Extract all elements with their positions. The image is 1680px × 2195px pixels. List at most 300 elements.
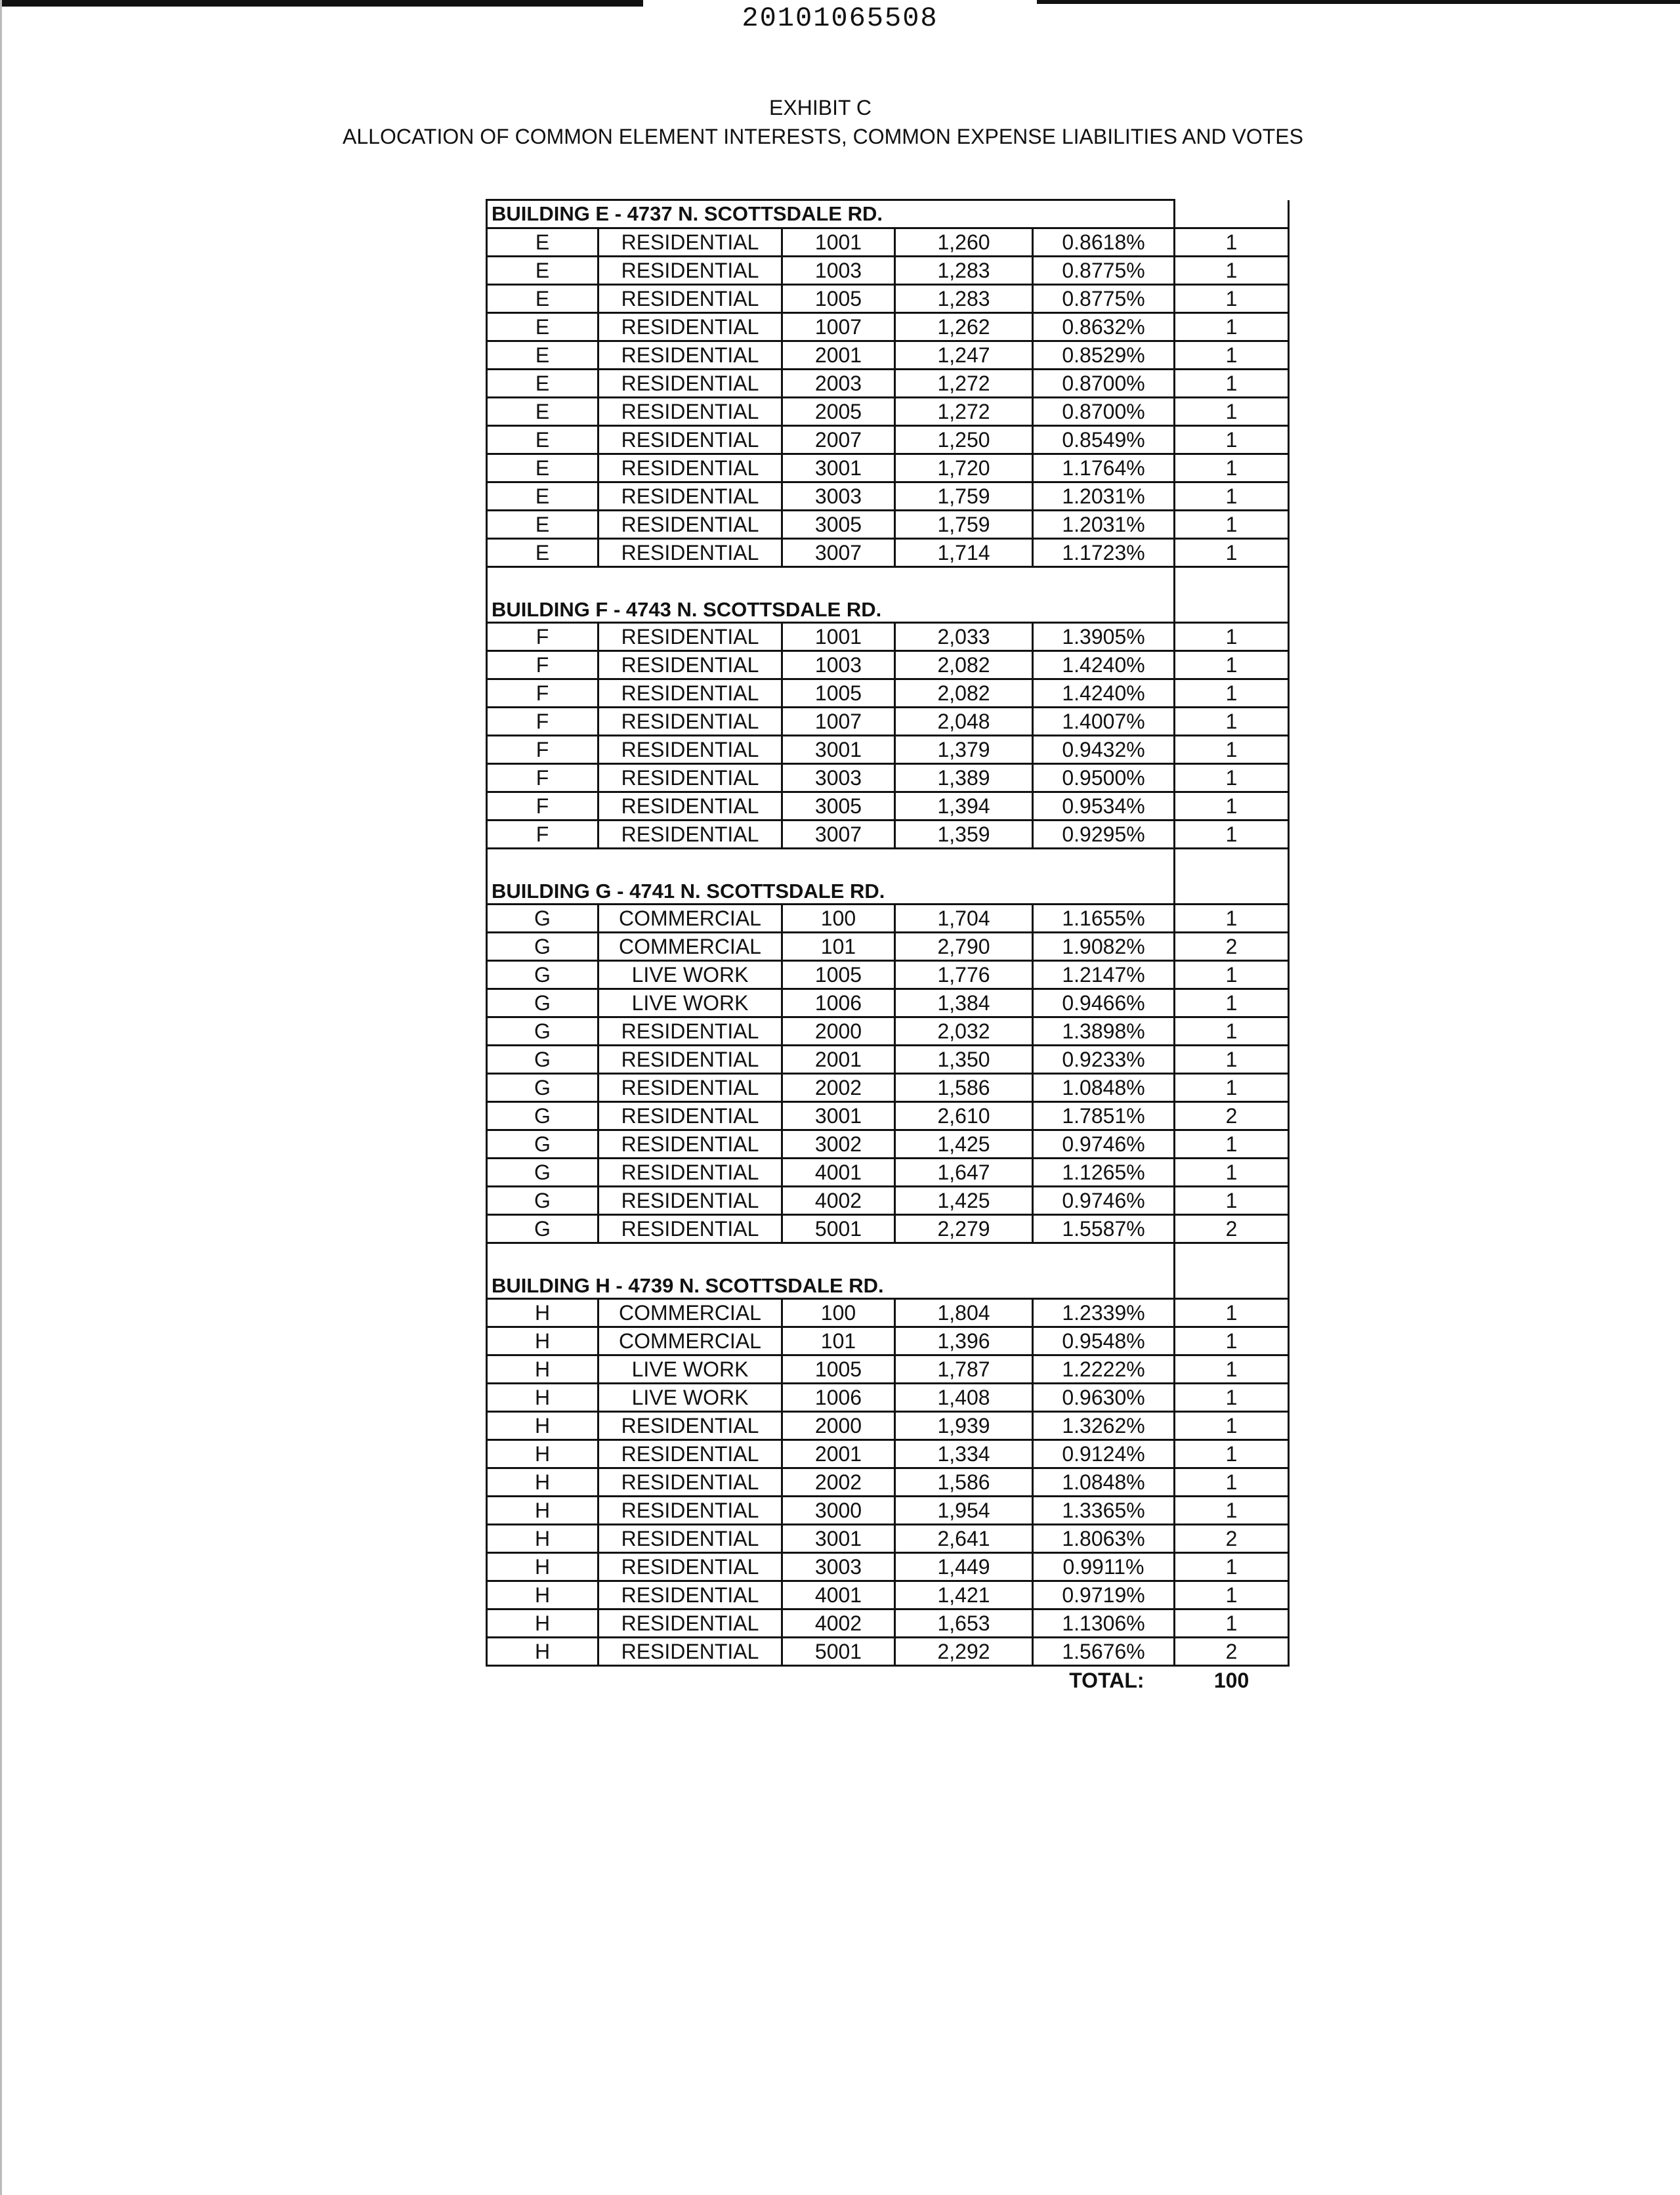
- total-row: [487, 1666, 1289, 1695]
- sqft-cell: 1,389: [895, 764, 1033, 792]
- unit-cell: 1003: [782, 257, 895, 285]
- building-cell: E: [487, 539, 598, 567]
- unit-cell: 1005: [782, 1355, 895, 1384]
- use-cell: RESIDENTIAL: [598, 820, 782, 849]
- building-header-row: [487, 200, 1289, 228]
- use-cell: LIVE WORK: [598, 989, 782, 1017]
- building-cell: G: [487, 989, 598, 1017]
- votes-cell: 1: [1175, 736, 1289, 764]
- interest-cell: 1.5676%: [1033, 1638, 1175, 1666]
- sqft-cell: 1,449: [895, 1553, 1033, 1581]
- votes-cell: 1: [1175, 313, 1289, 341]
- building-cell: G: [487, 1159, 598, 1187]
- interest-cell: 0.9124%: [1033, 1440, 1175, 1468]
- building-header: BUILDING F - 4743 N. SCOTTSDALE RD.: [487, 567, 1175, 623]
- sqft-cell: 1,653: [895, 1609, 1033, 1638]
- unit-cell: 2002: [782, 1074, 895, 1102]
- votes-cell: 1: [1175, 285, 1289, 313]
- exhibit-subtitle: ALLOCATION OF COMMON ELEMENT INTERESTS, COMMON EXPENSE LIABILITIES AND VOTES: [343, 125, 1303, 148]
- votes-cell: 1: [1175, 1497, 1289, 1525]
- table-row: [487, 1440, 1289, 1468]
- unit-cell: 2001: [782, 1440, 895, 1468]
- votes-cell: 2: [1175, 933, 1289, 961]
- interest-cell: 1.1306%: [1033, 1609, 1175, 1638]
- unit-cell: 3001: [782, 454, 895, 482]
- votes-cell: 2: [1175, 1102, 1289, 1130]
- building-cell: H: [487, 1638, 598, 1666]
- sqft-cell: 1,396: [895, 1327, 1033, 1355]
- building-cell: H: [487, 1412, 598, 1440]
- unit-cell: 100: [782, 905, 895, 933]
- table-row: [487, 1074, 1289, 1102]
- building-cell: E: [487, 285, 598, 313]
- sqft-cell: 1,283: [895, 285, 1033, 313]
- votes-cell: 1: [1175, 1355, 1289, 1384]
- building-cell: F: [487, 792, 598, 820]
- building-cell: F: [487, 820, 598, 849]
- unit-cell: 1007: [782, 708, 895, 736]
- building-cell: G: [487, 1074, 598, 1102]
- interest-cell: 0.8549%: [1033, 426, 1175, 454]
- sqft-cell: 2,292: [895, 1638, 1033, 1666]
- votes-cell: 1: [1175, 1299, 1289, 1327]
- building-cell: E: [487, 313, 598, 341]
- votes-cell: 1: [1175, 989, 1289, 1017]
- votes-cell: 1: [1175, 1074, 1289, 1102]
- use-cell: RESIDENTIAL: [598, 341, 782, 370]
- use-cell: RESIDENTIAL: [598, 482, 782, 511]
- use-cell: LIVE WORK: [598, 1384, 782, 1412]
- total-value: 100: [1213, 1669, 1250, 1692]
- votes-cell: 1: [1175, 1581, 1289, 1609]
- sqft-cell: 1,425: [895, 1187, 1033, 1215]
- interest-cell: 1.1265%: [1033, 1159, 1175, 1187]
- unit-cell: 2002: [782, 1468, 895, 1497]
- use-cell: RESIDENTIAL: [598, 228, 782, 257]
- interest-cell: 0.9432%: [1033, 736, 1175, 764]
- table-row: [487, 1187, 1289, 1215]
- building-cell: F: [487, 679, 598, 708]
- votes-cell: 1: [1175, 651, 1289, 679]
- sqft-cell: 1,425: [895, 1130, 1033, 1159]
- votes-cell: 1: [1175, 1468, 1289, 1497]
- building-cell: E: [487, 341, 598, 370]
- interest-cell: 0.8700%: [1033, 398, 1175, 426]
- use-cell: RESIDENTIAL: [598, 792, 782, 820]
- unit-cell: 4001: [782, 1159, 895, 1187]
- building-cell: E: [487, 398, 598, 426]
- interest-cell: 0.9746%: [1033, 1187, 1175, 1215]
- table-row: [487, 1017, 1289, 1046]
- interest-cell: 1.1764%: [1033, 454, 1175, 482]
- interest-cell: 1.8063%: [1033, 1525, 1175, 1553]
- unit-cell: 3007: [782, 539, 895, 567]
- interest-cell: 1.4240%: [1033, 679, 1175, 708]
- building-cell: G: [487, 1017, 598, 1046]
- table-row: [487, 482, 1289, 511]
- votes-cell: 1: [1175, 228, 1289, 257]
- interest-cell: 0.9548%: [1033, 1327, 1175, 1355]
- use-cell: RESIDENTIAL: [598, 539, 782, 567]
- unit-cell: 5001: [782, 1638, 895, 1666]
- table-row: [487, 285, 1289, 313]
- sqft-cell: 2,033: [895, 623, 1033, 651]
- votes-cell: 1: [1175, 1017, 1289, 1046]
- sqft-cell: 1,954: [895, 1497, 1033, 1525]
- use-cell: RESIDENTIAL: [598, 1609, 782, 1638]
- sqft-cell: 1,586: [895, 1074, 1033, 1102]
- use-cell: LIVE WORK: [598, 1355, 782, 1384]
- building-cell: F: [487, 708, 598, 736]
- sqft-cell: 1,759: [895, 482, 1033, 511]
- table-row: [487, 905, 1289, 933]
- votes-cell: 1: [1175, 482, 1289, 511]
- use-cell: RESIDENTIAL: [598, 1046, 782, 1074]
- building-cell: E: [487, 257, 598, 285]
- votes-cell: 2: [1175, 1638, 1289, 1666]
- sqft-cell: 1,272: [895, 398, 1033, 426]
- table-row: [487, 1327, 1289, 1355]
- use-cell: RESIDENTIAL: [598, 313, 782, 341]
- interest-cell: 0.9746%: [1033, 1130, 1175, 1159]
- unit-cell: 3003: [782, 1553, 895, 1581]
- sqft-cell: 1,262: [895, 313, 1033, 341]
- use-cell: RESIDENTIAL: [598, 426, 782, 454]
- building-cell: G: [487, 1215, 598, 1243]
- use-cell: RESIDENTIAL: [598, 398, 782, 426]
- table-row: [487, 1384, 1289, 1412]
- sqft-cell: 2,279: [895, 1215, 1033, 1243]
- interest-cell: 1.2147%: [1033, 961, 1175, 989]
- building-cell: G: [487, 961, 598, 989]
- use-cell: RESIDENTIAL: [598, 370, 782, 398]
- building-cell: H: [487, 1468, 598, 1497]
- use-cell: COMMERCIAL: [598, 905, 782, 933]
- interest-cell: 1.2031%: [1033, 511, 1175, 539]
- unit-cell: 5001: [782, 1215, 895, 1243]
- document-number: 20101065508: [742, 3, 938, 34]
- votes-cell: 1: [1175, 257, 1289, 285]
- interest-cell: 1.3905%: [1033, 623, 1175, 651]
- unit-cell: 3002: [782, 1130, 895, 1159]
- sqft-cell: 1,720: [895, 454, 1033, 482]
- use-cell: RESIDENTIAL: [598, 1468, 782, 1497]
- interest-cell: 1.3365%: [1033, 1497, 1175, 1525]
- table-row: [487, 1102, 1289, 1130]
- sqft-cell: 2,641: [895, 1525, 1033, 1553]
- sqft-cell: 1,260: [895, 228, 1033, 257]
- votes-cell: 1: [1175, 1412, 1289, 1440]
- use-cell: RESIDENTIAL: [598, 1553, 782, 1581]
- sqft-cell: 1,939: [895, 1412, 1033, 1440]
- building-cell: F: [487, 651, 598, 679]
- use-cell: RESIDENTIAL: [598, 511, 782, 539]
- interest-cell: 1.7851%: [1033, 1102, 1175, 1130]
- votes-cell: 1: [1175, 426, 1289, 454]
- interest-cell: 1.2031%: [1033, 482, 1175, 511]
- use-cell: RESIDENTIAL: [598, 1017, 782, 1046]
- interest-cell: 0.9719%: [1033, 1581, 1175, 1609]
- unit-cell: 3001: [782, 1525, 895, 1553]
- interest-cell: 1.5587%: [1033, 1215, 1175, 1243]
- sqft-cell: 1,776: [895, 961, 1033, 989]
- votes-cell: 1: [1175, 1159, 1289, 1187]
- table-row: [487, 792, 1289, 820]
- use-cell: RESIDENTIAL: [598, 285, 782, 313]
- votes-blank-cell: [1175, 1243, 1289, 1299]
- sqft-cell: 1,804: [895, 1299, 1033, 1327]
- unit-cell: 1005: [782, 679, 895, 708]
- interest-cell: 1.4240%: [1033, 651, 1175, 679]
- use-cell: RESIDENTIAL: [598, 1215, 782, 1243]
- building-cell: H: [487, 1581, 598, 1609]
- use-cell: RESIDENTIAL: [598, 623, 782, 651]
- building-cell: E: [487, 228, 598, 257]
- interest-cell: 0.9911%: [1033, 1553, 1175, 1581]
- table-row: [487, 1412, 1289, 1440]
- table-row: [487, 1497, 1289, 1525]
- use-cell: RESIDENTIAL: [598, 1638, 782, 1666]
- votes-cell: 1: [1175, 905, 1289, 933]
- unit-cell: 3003: [782, 482, 895, 511]
- votes-blank-cell: [1175, 200, 1289, 228]
- table-row: [487, 398, 1289, 426]
- sqft-cell: 1,647: [895, 1159, 1033, 1187]
- table-row: [487, 1468, 1289, 1497]
- unit-cell: 3007: [782, 820, 895, 849]
- interest-cell: 0.9500%: [1033, 764, 1175, 792]
- unit-cell: 1007: [782, 313, 895, 341]
- use-cell: RESIDENTIAL: [598, 1159, 782, 1187]
- use-cell: RESIDENTIAL: [598, 1525, 782, 1553]
- scan-edge-shadow: [0, 0, 2, 2195]
- sqft-cell: 1,586: [895, 1468, 1033, 1497]
- building-cell: G: [487, 1046, 598, 1074]
- interest-cell: 1.1723%: [1033, 539, 1175, 567]
- votes-cell: 2: [1175, 1215, 1289, 1243]
- sqft-cell: 1,421: [895, 1581, 1033, 1609]
- sqft-cell: 2,610: [895, 1102, 1033, 1130]
- building-cell: H: [487, 1609, 598, 1638]
- votes-cell: 1: [1175, 1553, 1289, 1581]
- table-row: [487, 539, 1289, 567]
- votes-cell: 1: [1175, 511, 1289, 539]
- building-cell: H: [487, 1299, 598, 1327]
- building-cell: G: [487, 933, 598, 961]
- interest-cell: 0.9295%: [1033, 820, 1175, 849]
- interest-cell: 0.9466%: [1033, 989, 1175, 1017]
- use-cell: COMMERCIAL: [598, 933, 782, 961]
- sqft-cell: 1,379: [895, 736, 1033, 764]
- unit-cell: 2003: [782, 370, 895, 398]
- use-cell: RESIDENTIAL: [598, 1074, 782, 1102]
- votes-cell: 1: [1175, 1046, 1289, 1074]
- interest-cell: 0.9534%: [1033, 792, 1175, 820]
- unit-cell: 1001: [782, 623, 895, 651]
- sqft-cell: 1,283: [895, 257, 1033, 285]
- building-header-row: [487, 849, 1289, 905]
- table-row: [487, 426, 1289, 454]
- table-row: [487, 820, 1289, 849]
- unit-cell: 1003: [782, 651, 895, 679]
- allocation-table: [486, 199, 1290, 1694]
- unit-cell: 101: [782, 933, 895, 961]
- building-cell: H: [487, 1553, 598, 1581]
- sqft-cell: 1,759: [895, 511, 1033, 539]
- table-row: [487, 961, 1289, 989]
- interest-cell: 0.9630%: [1033, 1384, 1175, 1412]
- building-cell: G: [487, 1130, 598, 1159]
- unit-cell: 3000: [782, 1497, 895, 1525]
- table-row: [487, 989, 1289, 1017]
- table-row: [487, 651, 1289, 679]
- allocation-table-body: [487, 200, 1289, 1695]
- table-row: [487, 1130, 1289, 1159]
- votes-cell: 1: [1175, 539, 1289, 567]
- interest-cell: 1.3262%: [1033, 1412, 1175, 1440]
- building-header: BUILDING E - 4737 N. SCOTTSDALE RD.: [487, 200, 1175, 228]
- sqft-cell: 2,790: [895, 933, 1033, 961]
- unit-cell: 3003: [782, 764, 895, 792]
- table-row: [487, 1609, 1289, 1638]
- use-cell: RESIDENTIAL: [598, 679, 782, 708]
- table-row: [487, 1046, 1289, 1074]
- table-row: [487, 933, 1289, 961]
- use-cell: RESIDENTIAL: [598, 1581, 782, 1609]
- table-row: [487, 511, 1289, 539]
- unit-cell: 3001: [782, 736, 895, 764]
- interest-cell: 0.8618%: [1033, 228, 1175, 257]
- use-cell: RESIDENTIAL: [598, 1102, 782, 1130]
- sqft-cell: 1,247: [895, 341, 1033, 370]
- votes-cell: 1: [1175, 792, 1289, 820]
- use-cell: RESIDENTIAL: [598, 736, 782, 764]
- building-cell: H: [487, 1525, 598, 1553]
- votes-cell: 1: [1175, 1440, 1289, 1468]
- votes-cell: 1: [1175, 820, 1289, 849]
- unit-cell: 1006: [782, 989, 895, 1017]
- table-row: [487, 764, 1289, 792]
- unit-cell: 101: [782, 1327, 895, 1355]
- unit-cell: 100: [782, 1299, 895, 1327]
- use-cell: RESIDENTIAL: [598, 1412, 782, 1440]
- total-label: TOTAL:: [1069, 1669, 1144, 1692]
- interest-cell: 0.8700%: [1033, 370, 1175, 398]
- sqft-cell: 1,272: [895, 370, 1033, 398]
- unit-cell: 2001: [782, 341, 895, 370]
- unit-cell: 3005: [782, 792, 895, 820]
- unit-cell: 2001: [782, 1046, 895, 1074]
- interest-cell: 1.9082%: [1033, 933, 1175, 961]
- use-cell: COMMERCIAL: [598, 1299, 782, 1327]
- votes-cell: 1: [1175, 961, 1289, 989]
- interest-cell: 1.0848%: [1033, 1468, 1175, 1497]
- votes-cell: 1: [1175, 708, 1289, 736]
- table-row: [487, 313, 1289, 341]
- building-header-row: [487, 567, 1289, 623]
- use-cell: RESIDENTIAL: [598, 708, 782, 736]
- table-row: [487, 1299, 1289, 1327]
- table-row: [487, 1215, 1289, 1243]
- use-cell: RESIDENTIAL: [598, 651, 782, 679]
- building-cell: E: [487, 454, 598, 482]
- votes-cell: 1: [1175, 1609, 1289, 1638]
- table-row: [487, 708, 1289, 736]
- table-row: [487, 1553, 1289, 1581]
- use-cell: RESIDENTIAL: [598, 454, 782, 482]
- use-cell: RESIDENTIAL: [598, 764, 782, 792]
- building-cell: G: [487, 1187, 598, 1215]
- unit-cell: 3001: [782, 1102, 895, 1130]
- unit-cell: 2005: [782, 398, 895, 426]
- use-cell: COMMERCIAL: [598, 1327, 782, 1355]
- unit-cell: 1005: [782, 285, 895, 313]
- unit-cell: 1005: [782, 961, 895, 989]
- interest-cell: 1.0848%: [1033, 1074, 1175, 1102]
- building-cell: H: [487, 1384, 598, 1412]
- table-row: [487, 341, 1289, 370]
- use-cell: RESIDENTIAL: [598, 1440, 782, 1468]
- unit-cell: 4002: [782, 1187, 895, 1215]
- building-header: BUILDING G - 4741 N. SCOTTSDALE RD.: [487, 849, 1175, 905]
- sqft-cell: 1,704: [895, 905, 1033, 933]
- votes-cell: 1: [1175, 398, 1289, 426]
- interest-cell: 1.2339%: [1033, 1299, 1175, 1327]
- building-cell: F: [487, 736, 598, 764]
- sqft-cell: 2,048: [895, 708, 1033, 736]
- sqft-cell: 1,408: [895, 1384, 1033, 1412]
- building-cell: G: [487, 1102, 598, 1130]
- interest-cell: 0.8529%: [1033, 341, 1175, 370]
- building-cell: E: [487, 482, 598, 511]
- votes-cell: 1: [1175, 1130, 1289, 1159]
- unit-cell: 2007: [782, 426, 895, 454]
- building-cell: H: [487, 1440, 598, 1468]
- building-cell: E: [487, 370, 598, 398]
- votes-blank-cell: [1175, 567, 1289, 623]
- unit-cell: 4002: [782, 1609, 895, 1638]
- votes-cell: 1: [1175, 764, 1289, 792]
- table-row: [487, 623, 1289, 651]
- building-cell: F: [487, 623, 598, 651]
- sqft-cell: 1,384: [895, 989, 1033, 1017]
- building-cell: F: [487, 764, 598, 792]
- sqft-cell: 1,350: [895, 1046, 1033, 1074]
- sqft-cell: 1,250: [895, 426, 1033, 454]
- votes-cell: 1: [1175, 1384, 1289, 1412]
- unit-cell: 1001: [782, 228, 895, 257]
- votes-cell: 1: [1175, 679, 1289, 708]
- votes-cell: 1: [1175, 370, 1289, 398]
- sqft-cell: 2,082: [895, 679, 1033, 708]
- unit-cell: 2000: [782, 1412, 895, 1440]
- use-cell: RESIDENTIAL: [598, 257, 782, 285]
- interest-cell: 1.4007%: [1033, 708, 1175, 736]
- building-header-row: [487, 1243, 1289, 1299]
- interest-cell: 1.3898%: [1033, 1017, 1175, 1046]
- table-row: [487, 1355, 1289, 1384]
- interest-cell: 0.8775%: [1033, 257, 1175, 285]
- use-cell: LIVE WORK: [598, 961, 782, 989]
- sqft-cell: 1,787: [895, 1355, 1033, 1384]
- interest-cell: 0.9233%: [1033, 1046, 1175, 1074]
- building-cell: G: [487, 905, 598, 933]
- table-row: [487, 679, 1289, 708]
- votes-blank-cell: [1175, 849, 1289, 905]
- table-row: [487, 454, 1289, 482]
- sqft-cell: 2,082: [895, 651, 1033, 679]
- interest-cell: 1.1655%: [1033, 905, 1175, 933]
